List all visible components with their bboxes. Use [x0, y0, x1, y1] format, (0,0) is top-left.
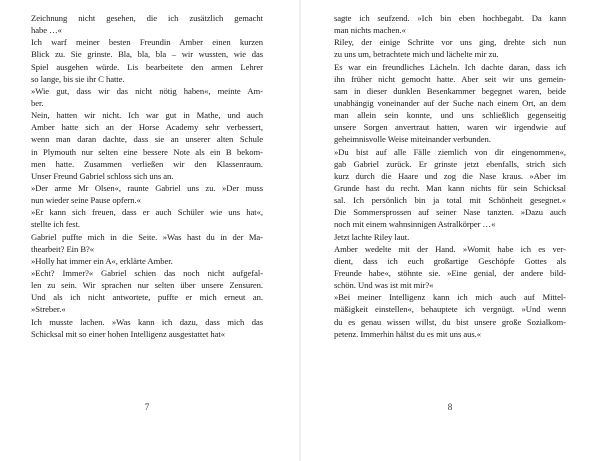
text-line: schön. Und was ist mit mir?« — [334, 280, 434, 291]
text-line: men hatte. Zusammen verließen wir den Klassenraum. — [31, 158, 263, 169]
text-line: nun wieder seine Pause opfern.« — [31, 195, 141, 206]
text-line: Die Sommersprossen auf seiner Nase tanzten. »Dazu auch — [334, 207, 566, 218]
text-line: sagte ich seufzend. »Ich bin eben hochbegabt. Da kann — [334, 13, 566, 23]
text-line: ber. — [31, 97, 44, 108]
text-line: Freunde habe«, stöhnte sie. »Eine genial, der andere bild- — [334, 267, 566, 278]
text-line: Jetzt lachte Riley laut. — [334, 231, 410, 242]
text-line: Nein, hatten wir nicht. Ich war gut in Mathe, und auch — [31, 110, 263, 121]
text-line: Und als ich nicht antwortete, puffte er mich erneut an. — [31, 292, 263, 303]
text-line: Blick zu. Sie grinste. Bla, bla, bla – wir wussten, wie das — [31, 49, 263, 60]
text-line: Spiel ausgehen würde. Lis bearbeitete den armen Lehrer — [31, 61, 263, 72]
text-line: Schicksal mit so einer hohen Intelligenz ausgestattet hat« — [31, 328, 225, 339]
text-line: sam in dieser dunklen Besenkammer begegnet waren, beide — [334, 85, 566, 96]
text-line: sal. Ich persönlich bin ja total mit Schönheit gesegnet.« — [334, 195, 566, 206]
text-line: ihn früher nicht gemocht hatte. Aber seit wir uns gemein- — [334, 73, 566, 84]
text-line: man nichts machen.« — [334, 25, 406, 36]
text-line: »Streber.« — [31, 304, 66, 315]
text-line: habe …« — [31, 25, 62, 36]
text-line: »Bei meiner Intelligenz kann ich mich auch auf Mittel- — [334, 292, 566, 303]
right-page-text — [334, 12, 566, 340]
text-line: Riley, der einige Schritte vor uns ging, drehte sich nun — [334, 37, 566, 48]
right-page — [300, 0, 600, 461]
text-line: zu uns um, betrachtete mich und lächelte mir zu. — [334, 49, 499, 60]
text-line: kurz durch die Haare und zog die Nase kraus. »Aber im — [334, 170, 566, 181]
text-line: stellte ich fest. — [31, 219, 81, 230]
text-line: len zu sein. Wir sprachen nur selten über unsere Zensuren. — [31, 280, 263, 291]
text-line: thearbeit? Ein B?« — [31, 243, 95, 254]
text-line: »Der arme Mr Olsen«, raunte Gabriel uns zu. »Der muss — [31, 182, 263, 193]
text-line: du es genau wissen willst, du bist unsere große Sozialkom- — [334, 316, 566, 327]
left-page-number: 7 — [144, 402, 150, 412]
left-page-text — [31, 12, 263, 340]
text-line: Ich musste lachen. »Was kann ich dazu, dass mich das — [31, 316, 263, 327]
text-line: »Du bist auf alle Fälle ziemlich von dir eingenommen«, — [334, 146, 566, 157]
text-line: mäßigkeit einstellen«, behauptete ich vergnügt. »Und wenn — [334, 304, 566, 315]
text-line: Amber hatte sich an der Horse Academy sehr verbessert, — [31, 122, 263, 133]
text-line: noch mit einem wahnsinnigen Astralkörper …« — [334, 219, 496, 230]
text-line: Ich warf meiner besten Freundin Amber einen kurzen — [31, 37, 263, 48]
text-line: Es war ein freundliches Lächeln. Ich dachte daran, dass ich — [334, 61, 566, 72]
text-line: geheimnisvolle Weise miteinander verbunden. — [334, 134, 491, 145]
text-line: dient, dass ich euch großartige Geschöpfe Gottes als — [334, 255, 566, 266]
text-line: in Plymouth nur selten eine bessere Note als ein B bekom- — [31, 146, 263, 157]
right-page-number: 8 — [447, 402, 453, 412]
text-line: wenn man daran dachte, dass sie an unserer alten Schule — [31, 134, 263, 145]
text-line: Zeichnung nicht gesehen, die ich zusätzlich gemacht — [31, 13, 263, 23]
text-line: petenz. Immerhin hältst du es mit uns aus.« — [334, 328, 482, 339]
text-line: »Er kann sich freuen, dass er auch Schüler wie uns hat«, — [31, 207, 263, 218]
text-line: Unser Freund Gabriel schloss sich uns an. — [31, 170, 174, 181]
text-line: Gabriel puffte mich in die Seite. »Was hast du in der Ma- — [31, 231, 263, 242]
text-line: Grunde hast du recht. Man kann nichts für sein Schicksal — [334, 182, 566, 193]
text-line: unabhängig voneinander auf der Suche nach einem Ort, an dem — [334, 97, 566, 108]
text-line: Amber wedelte mit der Hand. »Womit habe ich es ver- — [334, 243, 566, 254]
text-line: gab Gabriel zurück. Er grinste jetzt ebenfalls, strich sich — [334, 158, 566, 169]
text-line: »Wie gut, dass wir das nicht nötig haben«, meinte Am- — [31, 85, 263, 96]
text-line: »Echt? Immer?« Gabriel schien das noch nicht aufgefal- — [31, 267, 263, 278]
text-line: man allein sein konnte, und uns schließlich gegenseitig — [334, 110, 566, 121]
text-line: unsere Sorgen anvertraut hatten, waren wir irgendwie auf — [334, 122, 566, 133]
text-line: so lange, bis sie ihr C hatte. — [31, 73, 125, 84]
text-line: »Holly hat immer ein A«, erklärte Amber. — [31, 255, 173, 266]
